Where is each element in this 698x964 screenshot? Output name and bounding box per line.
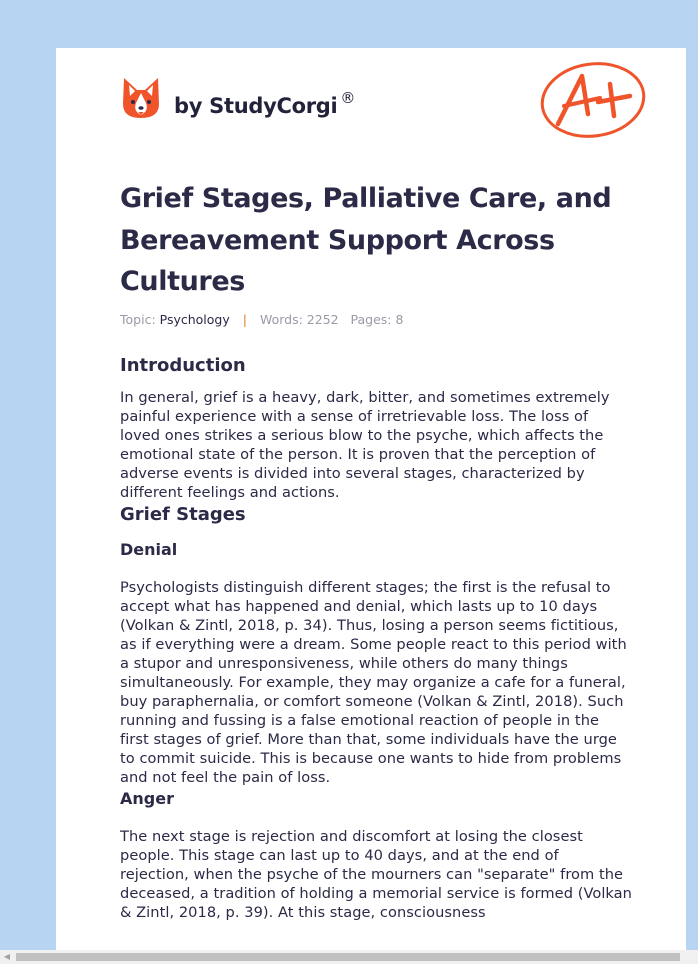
- document-meta: [120, 312, 403, 327]
- scroll-left-icon[interactable]: ◀: [3, 952, 11, 961]
- grief-stages-heading: Grief Stages: [120, 504, 246, 525]
- brand-name-text: by StudyCorgi: [174, 94, 338, 118]
- denial-heading: Denial: [120, 540, 178, 559]
- anger-paragraph: The next stage is rejection and discomfort at losing the closest people. This stage can last up to 40 days, and at the end of rejection, when the psyche of the mourners can "separate" from the deceased, a tradition of holding a memorial service is formed (Volkan & Zintl, 2018, p. 39). At this stage, consciousness: [120, 828, 632, 921]
- document-body: [120, 351, 632, 922]
- document-title: Grief Stages, Palliative Care, and Bereavement Support Across Cultures: [120, 183, 612, 297]
- introduction-heading: Introduction: [120, 355, 246, 376]
- brand-header[interactable]: [120, 74, 355, 124]
- denial-paragraph: Psychologists distinguish different stages; the first is the refusal to accept what has happened and denial, which lasts up to 10 days (Volkan & Zintl, 2018, p. 34). Thus, losing a person seems fictitious, as if everything were a dream. Some people react to this period with a stupor and unresponsiveness, while others do many things simultaneously. For example, they may organize a cafe for a funeral, buy paraphernalia, or comfort someone (Volkan & Zintl, 2018). Such running and fussing is a false emotional reaction of people in the first stages of grief. More than that, some individuals have the urge to commit suicide. This is because one wants to hide from problems and not feel the pain of loss.: [120, 579, 627, 786]
- horizontal-scrollbar[interactable]: [0, 950, 698, 964]
- words-value: 2252: [306, 312, 339, 327]
- anger-heading: Anger: [120, 789, 174, 808]
- pages-value: 8: [395, 312, 404, 327]
- introduction-paragraph: In general, grief is a heavy, dark, bitter, and sometimes extremely painful experience with a sense of irretrievable loss. The loss of loved ones strikes a serious blow to the psyche, which affects the emotional state of the person. It is proven that the perception of adverse events is divided into several stages, characterized by different feelings and actions.: [120, 389, 610, 501]
- topic-link[interactable]: Psychology: [159, 312, 230, 327]
- words-label: Words:: [259, 312, 303, 327]
- scrollbar-thumb[interactable]: [16, 953, 680, 961]
- pages-label: Pages:: [350, 312, 392, 327]
- a-plus-grade-icon: [538, 60, 648, 140]
- document-page: [56, 48, 686, 950]
- brand-name: [174, 89, 356, 118]
- topic-label: Topic:: [120, 312, 156, 327]
- registered-mark: ®: [340, 89, 356, 107]
- corgi-logo-icon: [120, 76, 162, 122]
- meta-separator: |: [242, 312, 247, 327]
